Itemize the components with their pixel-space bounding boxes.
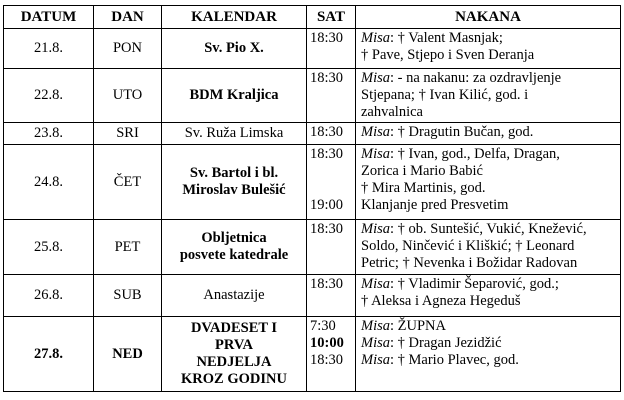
header-time: SAT <box>307 6 356 29</box>
time-value: 18:30 <box>310 30 344 46</box>
intention-line <box>361 238 617 255</box>
intention-cell <box>356 69 621 123</box>
intention-line <box>361 47 617 64</box>
intention-line <box>361 104 617 121</box>
intention-text: : † Dragutin Bučan, god. <box>390 124 534 140</box>
intention-text: Stjepana; † Ivan Kilić, god. i <box>361 87 529 103</box>
header-row <box>4 6 621 29</box>
header-calendar: KALENDAR <box>162 6 307 29</box>
intention-line <box>361 70 617 87</box>
table-row <box>4 29 621 69</box>
time-cell <box>307 69 356 123</box>
calendar-line: KROZ GODINU <box>181 371 287 387</box>
intention-line <box>361 146 617 163</box>
calendar-cell <box>162 220 307 275</box>
date-cell: 21.8. <box>4 29 94 69</box>
date-cell: 27.8. <box>4 317 94 392</box>
intention-line <box>361 30 617 47</box>
intention-line <box>361 124 617 141</box>
intention-cell <box>356 220 621 275</box>
calendar-cell <box>162 317 307 392</box>
intention-line <box>361 163 617 180</box>
mass-label: Misa <box>361 146 390 162</box>
table-row <box>4 317 621 392</box>
calendar-line: Anastazije <box>203 287 265 303</box>
calendar-line: Sv. Bartol i bl. <box>189 165 279 181</box>
calendar-cell <box>162 145 307 220</box>
intention-cell <box>356 275 621 317</box>
calendar-cell <box>162 275 307 317</box>
time-cell <box>307 29 356 69</box>
time-spacer <box>310 180 353 197</box>
time-cell <box>307 220 356 275</box>
mass-label: Misa <box>361 276 390 292</box>
table-header <box>4 6 621 29</box>
calendar-line: NEDJELJA <box>196 354 272 370</box>
calendar-line: Obljetnica <box>201 230 267 246</box>
mass-label: Misa <box>361 70 390 86</box>
intention-text: : † Valent Masnjak; <box>390 30 503 46</box>
time-value: 18:30 <box>310 221 344 237</box>
intention-cell <box>356 123 621 145</box>
time-value: 10:00 <box>310 335 344 351</box>
calendar-cell <box>162 123 307 145</box>
intention-text: : † ob. Suntešić, Vukić, Knežević, <box>390 221 587 237</box>
intention-text: : † Ivan, god., Delfa, Dragan, <box>390 146 560 162</box>
intention-text: Klanjanje pred Presvetim <box>361 197 509 213</box>
day-cell: UTO <box>94 69 162 123</box>
time-cell <box>307 275 356 317</box>
intention-line <box>361 318 617 335</box>
calendar-line: Sv. Ruža Limska <box>184 125 284 141</box>
table-row <box>4 220 621 275</box>
intention-line <box>361 255 617 272</box>
table-body <box>4 29 621 392</box>
intention-text: : † Dragan Jezidžić <box>390 335 502 351</box>
date-cell: 23.8. <box>4 123 94 145</box>
table-row <box>4 123 621 145</box>
time-value: 19:00 <box>310 197 344 213</box>
calendar-line: Miroslav Bulešić <box>182 182 286 198</box>
time-spacer <box>310 163 353 180</box>
intention-line <box>361 276 617 293</box>
mass-label: Misa <box>361 30 390 46</box>
intention-text: † Aleksa i Agneza Hegeduš <box>361 293 521 309</box>
time-value: 18:30 <box>310 146 344 162</box>
calendar-line: Sv. Pio X. <box>204 40 264 56</box>
date-cell: 25.8. <box>4 220 94 275</box>
intention-line <box>361 221 617 238</box>
day-cell: SRI <box>94 123 162 145</box>
header-intention: NAKANA <box>356 6 621 29</box>
day-cell: PET <box>94 220 162 275</box>
intention-text: Zorica i Mario Babić <box>361 163 483 179</box>
calendar-cell <box>162 69 307 123</box>
intention-line <box>361 180 617 197</box>
intention-text: † Mira Martinis, god. <box>361 180 486 196</box>
time-cell <box>307 317 356 392</box>
mass-schedule-table <box>3 5 621 392</box>
day-cell: SUB <box>94 275 162 317</box>
calendar-line: posvete katedrale <box>179 247 289 263</box>
day-cell: NED <box>94 317 162 392</box>
calendar-line: PRVA <box>215 337 253 353</box>
date-cell: 22.8. <box>4 69 94 123</box>
time-value: 18:30 <box>310 352 344 368</box>
day-cell: ČET <box>94 145 162 220</box>
date-cell: 24.8. <box>4 145 94 220</box>
header-day: DAN <box>94 6 162 29</box>
intention-line <box>361 293 617 310</box>
intention-cell <box>356 145 621 220</box>
mass-label: Misa <box>361 221 390 237</box>
mass-label: Misa <box>361 335 390 351</box>
intention-line <box>361 335 617 352</box>
intention-text: zahvalnica <box>361 104 423 120</box>
time-value: 18:30 <box>310 124 344 140</box>
calendar-line: DVADESET I <box>190 320 278 336</box>
intention-line <box>361 87 617 104</box>
table-row <box>4 69 621 123</box>
header-date: DATUM <box>4 6 94 29</box>
intention-text: : † Vladimir Šeparović, god.; <box>390 276 559 292</box>
intention-text: : - na nakanu: za ozdravljenje <box>390 70 562 86</box>
time-value: 18:30 <box>310 70 344 86</box>
time-value: 18:30 <box>310 276 344 292</box>
table-row <box>4 275 621 317</box>
intention-cell <box>356 29 621 69</box>
intention-text: Petric; † Nevenka i Božidar Radovan <box>361 255 578 271</box>
calendar-line: BDM Kraljica <box>189 87 279 103</box>
calendar-cell <box>162 29 307 69</box>
mass-label: Misa <box>361 124 390 140</box>
intention-text: : ŽUPNA <box>390 318 446 334</box>
mass-label: Misa <box>361 318 390 334</box>
time-value: 7:30 <box>310 318 336 334</box>
time-cell <box>307 145 356 220</box>
intention-text: Soldo, Ninčević i Kliškić; † Leonard <box>361 238 575 254</box>
time-cell <box>307 123 356 145</box>
intention-line <box>361 197 617 214</box>
date-cell: 26.8. <box>4 275 94 317</box>
day-cell: PON <box>94 29 162 69</box>
intention-line <box>361 352 617 369</box>
mass-label: Misa <box>361 352 390 368</box>
intention-text: : † Mario Plavec, god. <box>390 352 519 368</box>
table-row <box>4 145 621 220</box>
intention-cell <box>356 317 621 392</box>
intention-text: † Pave, Stjepo i Sven Deranja <box>361 47 535 63</box>
